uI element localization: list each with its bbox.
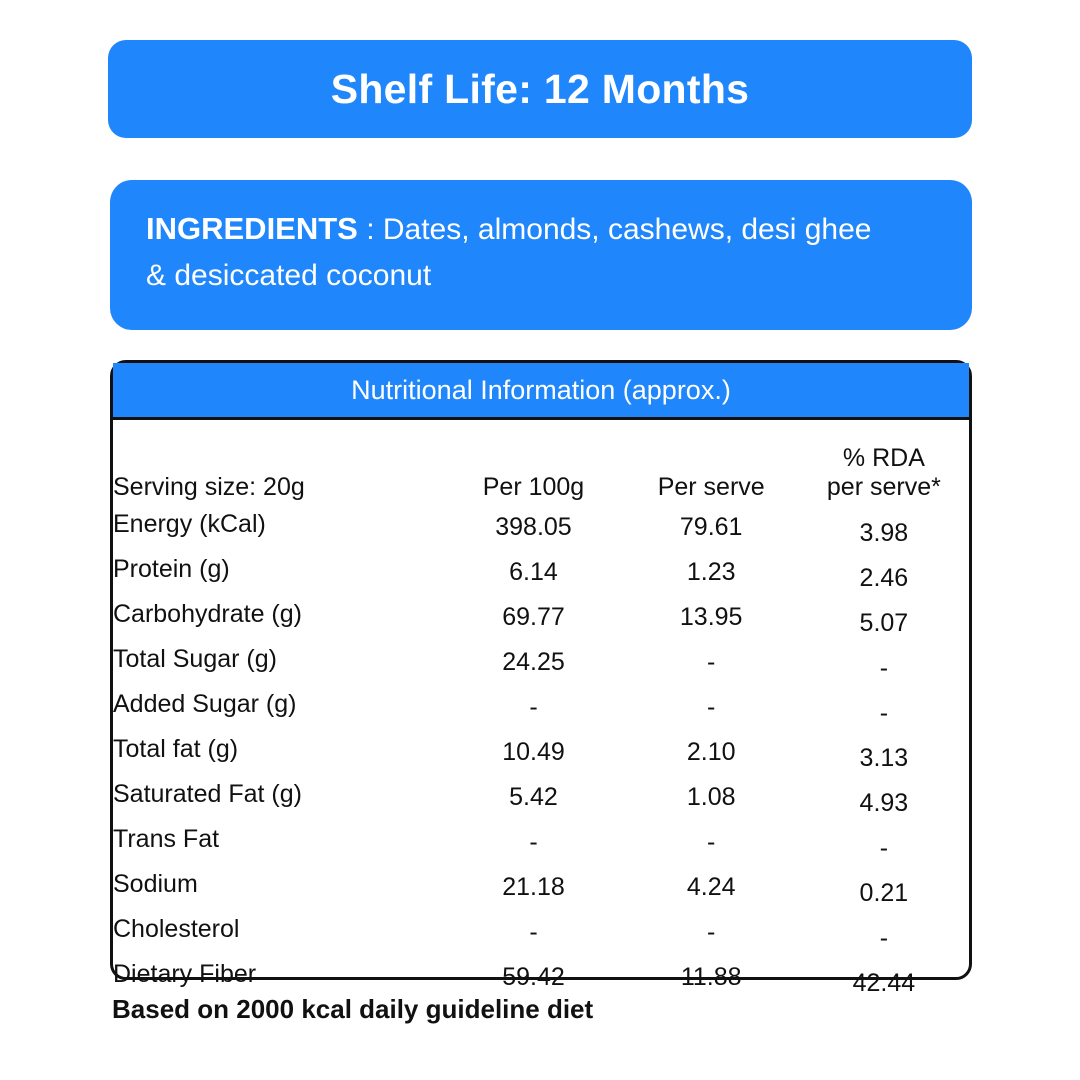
value-per-serve: -	[707, 918, 716, 946]
value-per-serve: -	[707, 648, 716, 676]
footnote-text: Based on 2000 kcal daily guideline diet	[112, 994, 594, 1024]
nutrient-name: Total Sugar (g)	[113, 645, 277, 673]
value-rda: 42.44	[852, 969, 916, 997]
ingredients-line-2: & desiccated coconut	[146, 259, 432, 292]
column-header-per-100g: Per 100g	[482, 473, 585, 501]
value-per-serve: -	[707, 828, 716, 856]
nutrient-name: Added Sugar (g)	[113, 690, 297, 718]
value-per-serve: 1.23	[686, 558, 736, 586]
value-per-100g: -	[529, 693, 538, 721]
nutrition-table-body	[113, 502, 969, 997]
nutrient-name: Carbohydrate (g)	[113, 600, 302, 628]
nutrition-table	[113, 428, 969, 997]
value-per-100g: 5.42	[509, 783, 558, 811]
table-header-row	[113, 428, 969, 502]
value-per-serve: 2.10	[686, 738, 736, 766]
value-per-100g: 69.77	[502, 603, 565, 631]
value-rda: 2.46	[859, 564, 909, 592]
value-per-100g: 59.42	[502, 963, 565, 991]
ingredients-banner	[110, 180, 972, 330]
value-rda: -	[879, 834, 889, 862]
value-rda: -	[879, 654, 889, 682]
value-rda: 5.07	[859, 609, 909, 637]
value-rda: 3.98	[859, 519, 909, 547]
value-per-serve: 11.88	[680, 963, 742, 991]
nutrient-name: Protein (g)	[113, 555, 230, 583]
value-rda: -	[879, 924, 889, 952]
value-per-100g: 398.05	[495, 513, 572, 541]
serving-size-header: Serving size: 20g	[113, 473, 305, 501]
value-per-100g: 6.14	[509, 558, 558, 586]
table-row	[113, 502, 969, 547]
value-per-serve: 13.95	[679, 603, 743, 631]
nutrient-name: Total fat (g)	[113, 735, 239, 763]
column-header-rda-line-2: per serve*	[826, 473, 941, 501]
nutrient-name: Sodium	[113, 870, 198, 898]
nutrition-table-box	[110, 360, 972, 997]
nutrient-name: Cholesterol	[113, 915, 240, 943]
value-rda: -	[879, 699, 889, 727]
nutrient-name: Energy (kCal)	[113, 510, 266, 538]
value-per-100g: -	[529, 918, 538, 946]
nutrition-table-head	[113, 428, 969, 502]
value-rda: 0.21	[859, 879, 909, 907]
value-per-serve: 79.61	[679, 513, 743, 541]
value-per-serve: -	[707, 693, 716, 721]
value-per-100g: 10.49	[502, 738, 565, 766]
column-header-per-serve: Per serve	[657, 473, 765, 501]
value-per-100g: -	[529, 828, 538, 856]
shelf-life-text: Shelf Life: 12 Months	[330, 65, 750, 112]
value-per-serve: 4.24	[686, 873, 736, 901]
value-per-100g: 21.18	[502, 873, 565, 901]
nutrition-title: Nutritional Information (approx.)	[113, 363, 969, 420]
value-rda: 3.13	[859, 744, 909, 772]
value-per-serve: 1.08	[686, 783, 736, 811]
nutrient-name: Dietary Fiber	[113, 960, 257, 988]
shelf-life-banner	[108, 40, 972, 138]
nutrition-table-area	[113, 420, 969, 997]
value-rda: 4.93	[859, 789, 909, 817]
ingredients-line-1	[146, 206, 940, 253]
ingredients-values-line-1: Dates, almonds, cashews, desi ghee	[382, 213, 872, 246]
nutrient-name: Trans Fat	[113, 825, 220, 853]
column-header-rda-line-1: % RDA	[842, 444, 925, 472]
ingredients-label: INGREDIENTS	[146, 211, 358, 246]
column-header-rda	[799, 428, 969, 502]
ingredients-separator: :	[357, 213, 383, 246]
nutrient-name: Saturated Fat (g)	[113, 780, 302, 808]
value-per-100g: 24.25	[502, 648, 565, 676]
